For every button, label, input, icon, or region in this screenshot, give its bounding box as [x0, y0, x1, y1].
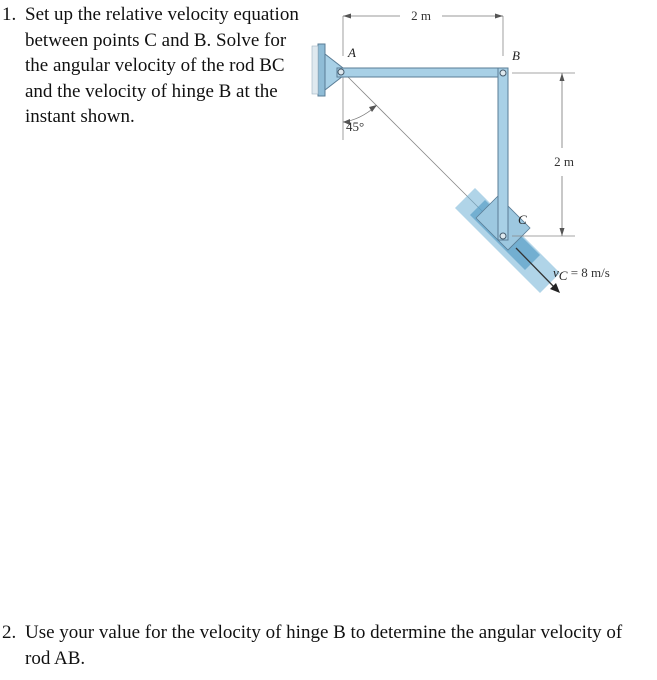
horizontal-dimension: [343, 8, 503, 56]
rod-bc: [498, 68, 508, 240]
point-c-label: C: [518, 212, 527, 227]
rod-ab: [337, 68, 508, 77]
angle-label: 45°: [346, 119, 365, 134]
vertical-dimension-label: 2 m: [554, 154, 574, 169]
problem-2-text: Use your value for the velocity of hinge B to determine the angular velocity of rod AB.: [25, 622, 623, 669]
problem-1-text: Set up the relative velocity equation between points C and B. Solve for the angular velocity of the rod BC and the velocity of hinge B at the instant shown.: [25, 4, 299, 127]
point-b-label: B: [512, 48, 520, 63]
problem-2: [2, 620, 652, 671]
pin-c: [500, 233, 506, 239]
horizontal-dimension-label: 2 m: [411, 8, 431, 23]
point-a-label: A: [348, 45, 356, 60]
pin-b: [500, 70, 506, 76]
velocity-label: vC = 8 m/s: [553, 265, 610, 283]
pin-a: [338, 69, 344, 75]
problem-1-number: 1.: [2, 4, 17, 25]
problem-2-number: 2.: [2, 622, 17, 643]
